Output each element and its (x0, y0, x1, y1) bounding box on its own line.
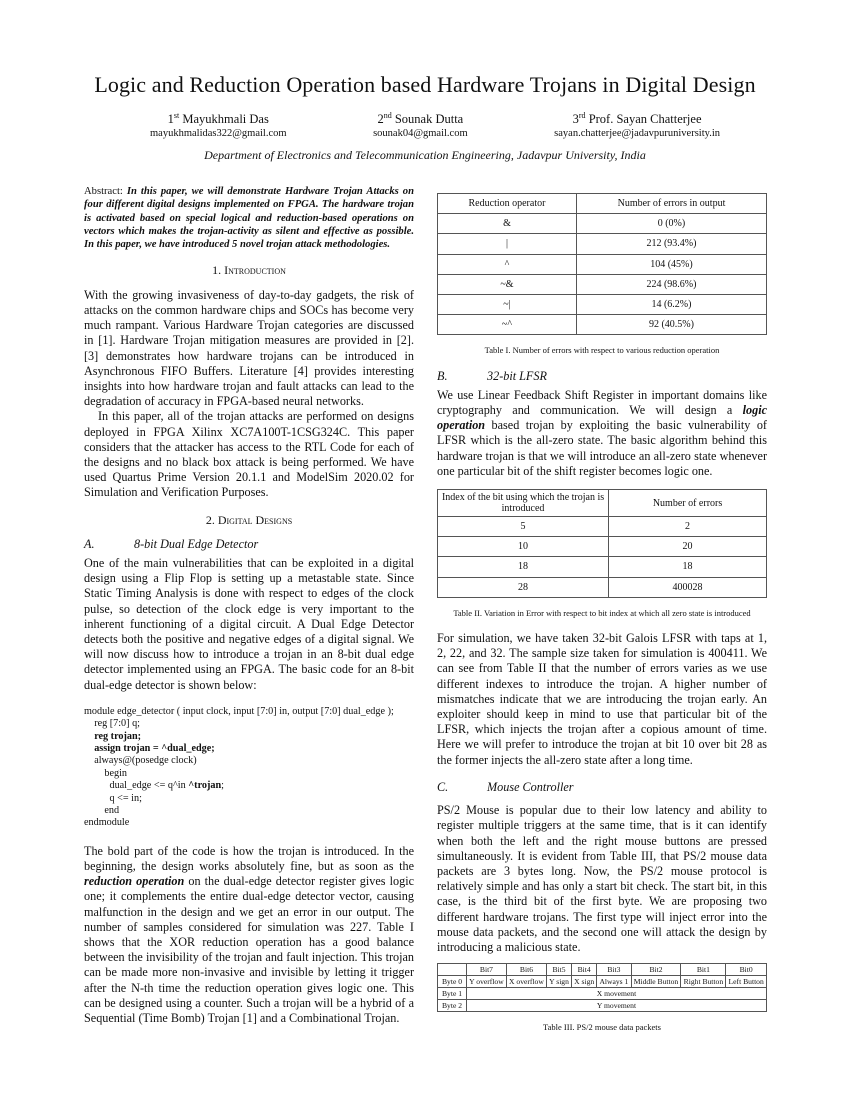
table-row: Byte 0 Y overflow X overflow Y sign X sign Always 1 Middle Button Right Button Left Button (438, 976, 767, 988)
author-email: sounak04@gmail.com (373, 128, 468, 140)
table-row: 5 2 (438, 517, 767, 537)
table-row: ~& 224 (98.6%) (438, 274, 767, 294)
table-1 (437, 193, 767, 335)
table-2 (437, 489, 767, 598)
abstract-label: Abstract: (84, 186, 123, 197)
table-header-row: Bit7 Bit6 Bit5 Bit4 Bit3 Bit2 Bit1 Bit0 (438, 964, 767, 976)
abstract-text: In this paper, we will demonstrate Hardware Trojan Attacks on four different digital designs implemented on FPGA. The hardware trojan is activated based on special logical and reduction-based operations on vectors which makes the trojan-activity as silent and effective as possible. In this paper, we have introduced 5 novel trojan attack methodologies. (84, 186, 414, 251)
table-3-caption: Table III. PS/2 mouse data packets (543, 1022, 661, 1033)
table-row: ~| 14 (6.2%) (438, 295, 767, 315)
author-name: Sounak Dutta (394, 112, 464, 127)
paper-title: Logic and Reduction Operation based Hardware Trojans in Digital Design (94, 72, 756, 97)
author-3: 3rd Prof. Sayan Chatterjee sayan.chatterjee@jadavpuruniversity.in (554, 111, 720, 140)
table-row: | 212 (93.4%) (438, 234, 767, 254)
code-listing: module edge_detector ( input clock, input [7:0] in, output [7:0] dual_edge ); reg [7:0] q; reg trojan; assign trojan = ^dual_edge; always@(posedge clock) begin dual_edge <= q^in ^trojan; q <= in; end endmodule (84, 705, 394, 829)
table-row: Byte 2 Y movement (438, 1000, 767, 1012)
paragraph: We use Linear Feedback Shift Register in important domains like cryptography and communication. We will design a logic operation based trojan by exploiting the basic vulnerability of LFSR which is the all-zero state. The basic algorithm behind this hardware trojan is that we will introduce an all-zero state whenever one particular bit of the shift register becomes logic one. (437, 387, 767, 478)
author-email: mayukhmalidas322@gmail.com (150, 128, 287, 140)
table-2-caption: Table II. Variation in Error with respect to bit index at which all zero state is introduced (453, 607, 751, 618)
author-email: sayan.chatterjee@jadavpuruniversity.in (554, 128, 720, 140)
table-row: Byte 1 X movement (438, 988, 767, 1000)
paragraph: One of the main vulnerabilities that can be exploited in a digital design using a Flip Flop is setting up a metastable state. Since Static Timing Analysis is done with respect to edges of the clock pulse, so detection of the clock edge is very important to the inherent functioning of a digital circuit. A Dual Edge Detector detects both the positive and negative edges of a digital signal. We will now discuss how to introduce a trojan in an 8-bit dual edge detector implemented using an FPGA. The basic code for an 8-bit dual-edge detector is shown below: (84, 555, 414, 692)
table-row: 28 400028 (438, 577, 767, 597)
subsection-heading-lfsr: B. 32-bit LFSR (437, 368, 547, 383)
author-name: Prof. Sayan Chatterjee (588, 112, 702, 127)
paragraph: PS/2 Mouse is popular due to their low latency and ability to register multiple triggers at the same time, that is it can identify when both the left and the right mouse buttons are pressed simultaneously. It is evident from Table III, that PS/2 mouse data packets are 3 bytes long. Now, the PS/2 mouse protocol is relatively simple and has only a start bit check. The start bit, in this case, is the third bit of the first byte. We are proposing two different hardware trojans. The first type will inject error into the mouse data packets, and the second one will attack the design by introducing a malicious state. (437, 803, 767, 954)
table-row: ^ 104 (45%) (438, 254, 767, 274)
subsection-heading-dual-edge: A. 8-bit Dual Edge Detector (84, 536, 259, 551)
table-header-row: Reduction operator Number of errors in output (438, 194, 767, 214)
table-row: ~^ 92 (40.5%) (438, 315, 767, 335)
author-1: 1st Mayukhmali Das mayukhmalidas322@gmail.com (150, 111, 287, 140)
subsection-heading-mouse: C. Mouse Controller (437, 779, 574, 794)
paragraph: With the growing invasiveness of day-to-day gadgets, the risk of attacks on the common hardware chips and SOCs has become very much rampant. Various Hardware Trojan categories are discussed in [1]. Hardware Trojan mitigation measures are provided in [2]. [3] demonstrates how hardware trojans can be introduced in Asynchronous FIFO Buffers. Literature [4] provides interesting insights into how hardware trojan and fault attacks can lead to the degradation of accuracy in FPGA-based neural networks. (84, 287, 414, 409)
paragraph: In this paper, all of the trojan attacks are performed on designs deployed in FPGA Xilinx XC7A100T-1CSG324C. This paper considers that the attacker has access to the RTL Code for each of the designs and no black box attack is being performed. We have used Quartus Prime Version 20.1.1 and ModelSim 2020.02 for Simulation and Verification Purposes. (84, 409, 414, 500)
author-block (150, 108, 720, 141)
table-row: & 0 (0%) (438, 214, 767, 234)
left-column (84, 185, 414, 1026)
right-column (437, 193, 767, 1045)
section-heading-digital-designs: 2. Digital Designs (205, 512, 293, 527)
abstract (84, 185, 414, 251)
author-2: 2nd Sounak Dutta sounak04@gmail.com (373, 111, 468, 140)
section-heading-introduction: 1. Introduction (212, 263, 286, 278)
paragraph: For simulation, we have taken 32-bit Galois LFSR with taps at 1, 2, 22, and 32. The sample size taken for simulation is 400411. We can see from Table II that the number of errors varies as we use different indexes to introduce the trojan. A higher number of mismatches indicate that we are introducing the trojan early. An exploiter should keep in mind to use that particular bit of the LFSR, which injects the trojan after a copious amount of time. Here we will prefer to introduce the trojan at bit 10 over bit 28 as the former injects the all-zero state after a long time. (437, 631, 767, 767)
affiliation: Department of Electronics and Telecommunication Engineering, Jadavpur University, India (204, 148, 646, 162)
table-row: 18 18 (438, 557, 767, 577)
table-3 (437, 963, 767, 1012)
paragraph: The bold part of the code is how the trojan is introduced. In the beginning, the design works absolutely fine, but as soon as the reduction operation on the dual-edge detector register gives logic one; it complements the entire dual-edge detector vector, causing malfunction in the design and we get an error in our output. The number of samples considered for simulation was 227. Table I shows that the XOR reduction operation has a good balance between the invisibility of the trojan and fault injection. This trojan can be made more non-invasive and invisible by letting it trigger after the N-th time the reduction operation gives logic one. This can be designed using a counter. Such a trojan will be a hybrid of a Sequential (Time Bomb) Trojan [1] and a Combinational Trojan. (84, 843, 415, 1026)
table-1-caption: Table I. Number of errors with respect to various reduction operation (484, 345, 720, 356)
table-row: 10 20 (438, 537, 767, 557)
author-name: Mayukhmali Das (182, 112, 269, 127)
table-header-row: Index of the bit using which the trojan is introduced Number of errors (438, 490, 767, 517)
